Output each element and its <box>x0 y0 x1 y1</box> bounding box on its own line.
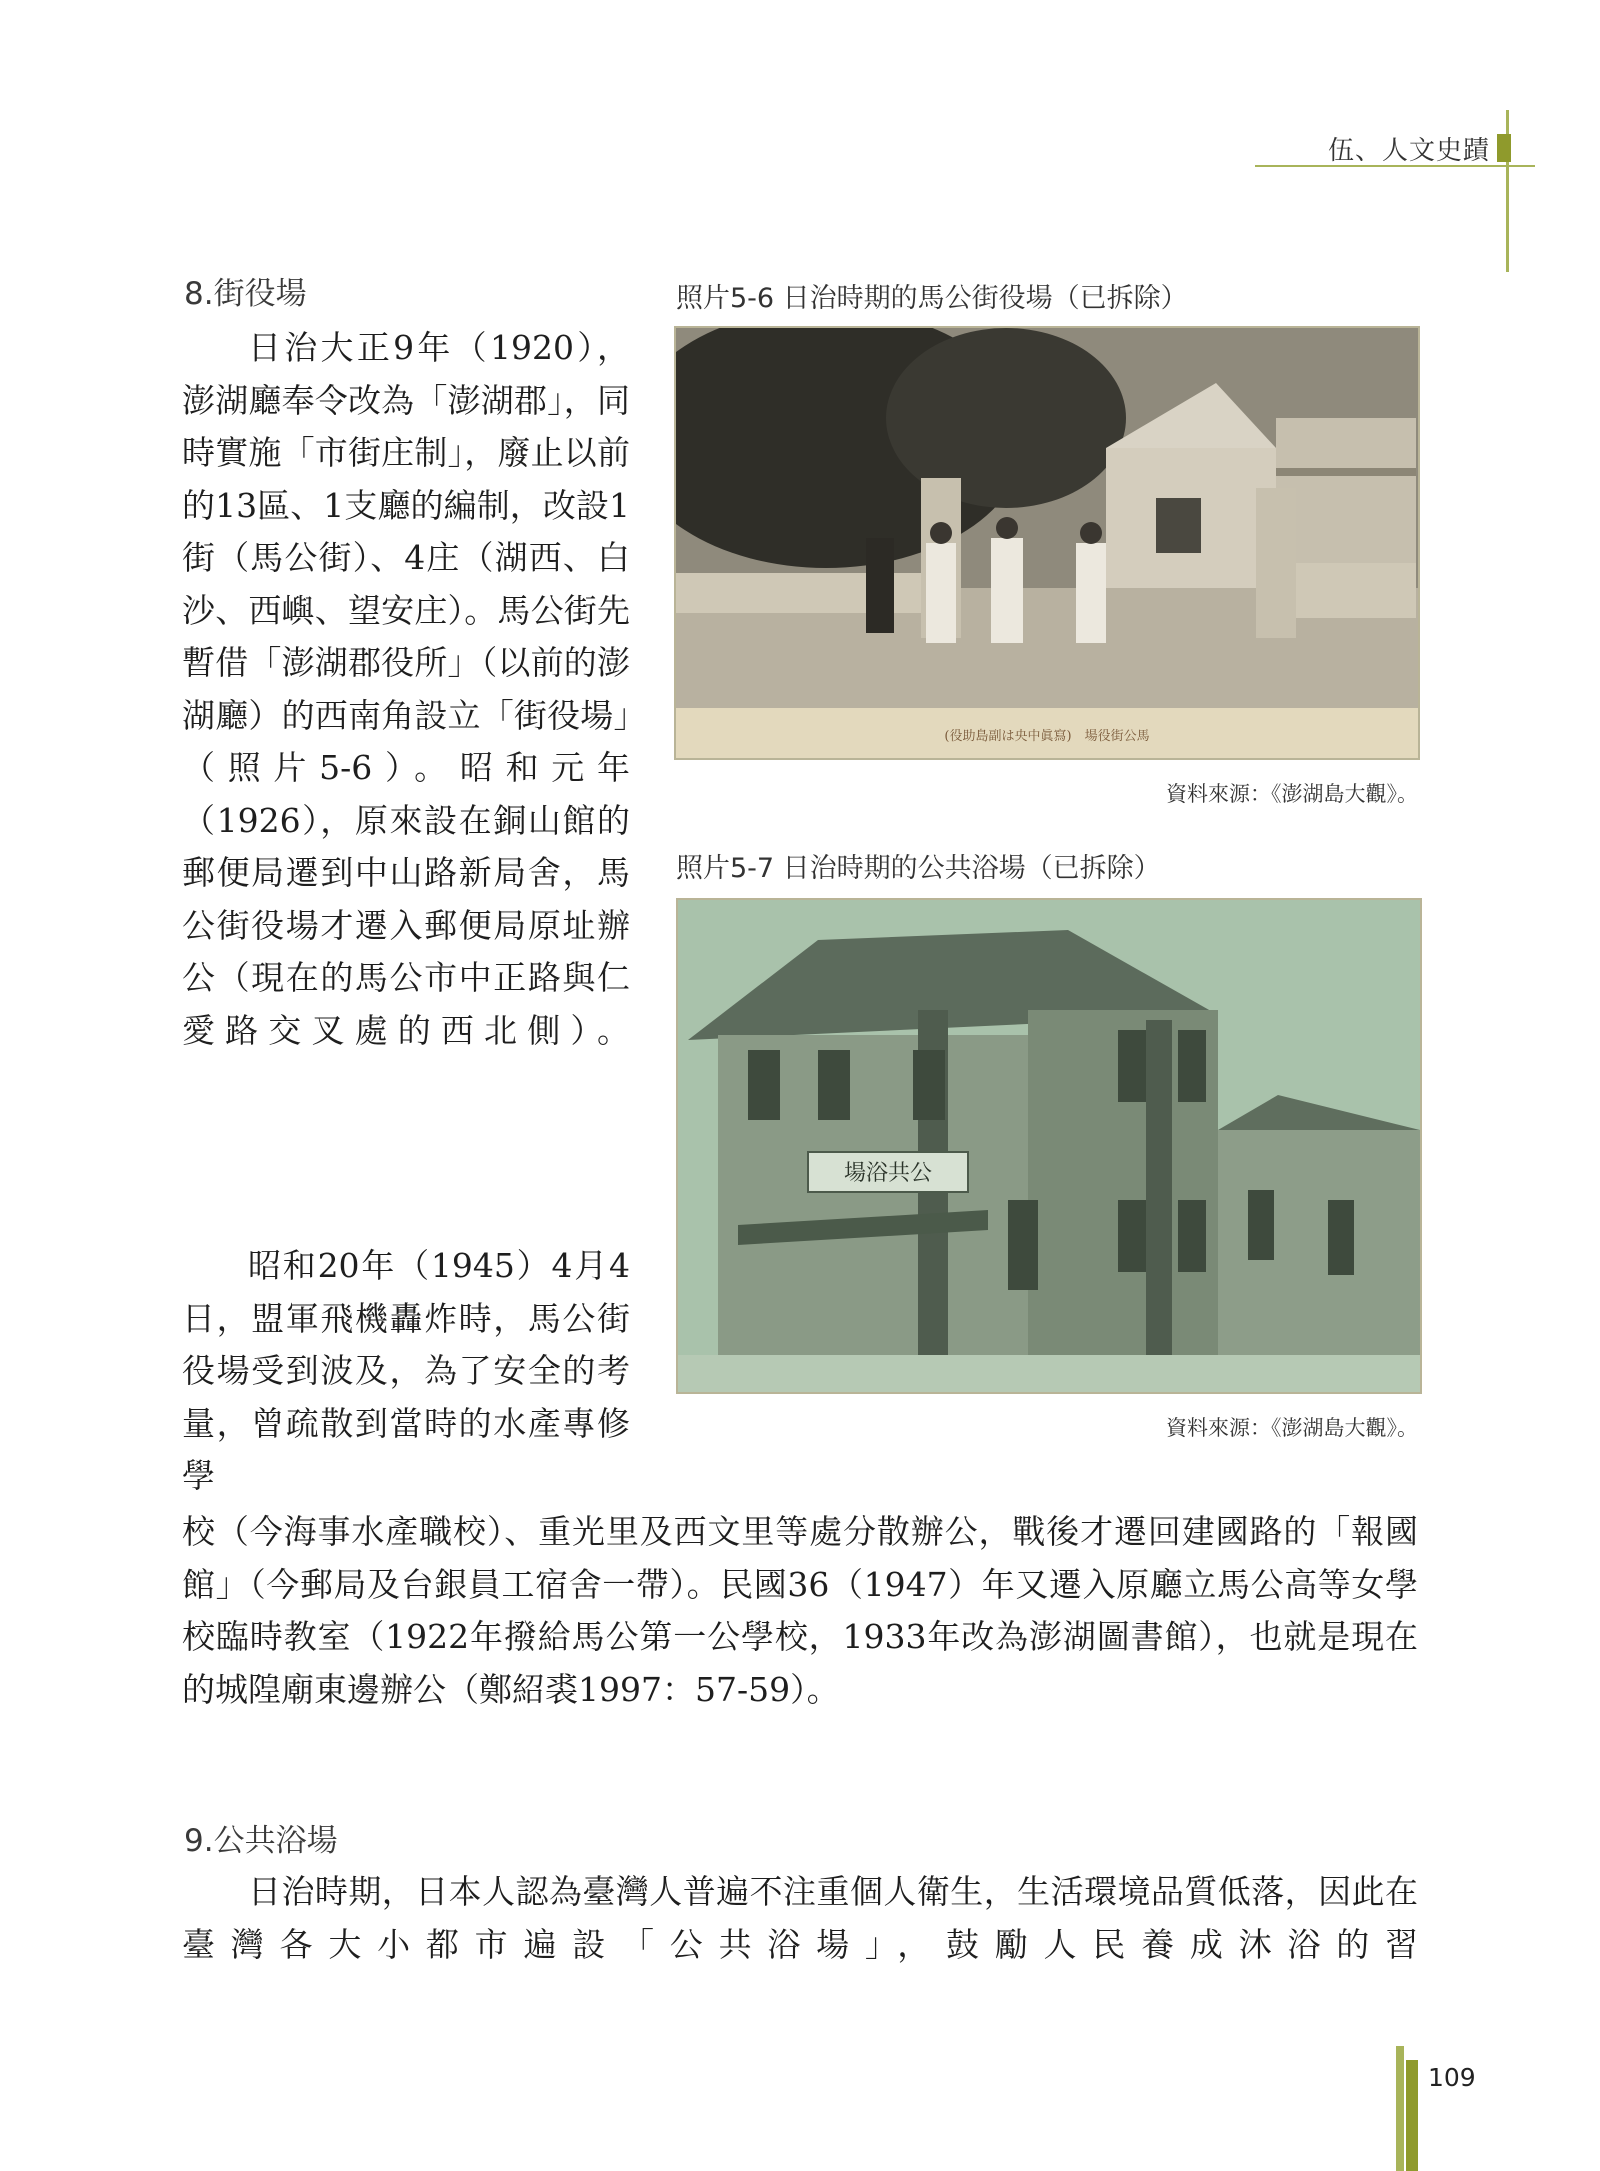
photo-5-6-strip-text: (役助島副は央中眞寫) 場役街公馬 <box>944 729 1150 744</box>
section-8-paragraph-2-start: 昭和20年（1945）4月4日，盟軍飛機轟炸時，馬公街役場受到波及，為了安全的考量，曾疏散到當時的水產專修學 <box>182 1246 630 1495</box>
photo-5-6-source: 資料來源：《澎湖島大觀》。 <box>1166 782 1418 806</box>
page-number-marker <box>1406 2060 1418 2171</box>
section-8-heading: 8.街役場 <box>184 276 307 312</box>
chapter-title: 伍、人文史蹟 <box>1327 136 1490 166</box>
section-8-paragraph-1: 日治大正9年（1920），澎湖廳奉令改為「澎湖郡」，同時實施「市街庄制」，廢止以前的13區、1支廳的編制，改設1街（馬公街）、4庄（湖西、白沙、西嶼、望安庄）。馬公街先暫借「澎湖郡役所」（以前的澎湖廳）的西南角設立「街役場」（照片5-6）。昭和元年（1926），原來設在銅山館的郵便局遷到中山路新局舍，馬公街役場才遷入郵便局原址辦公（現在的馬公市中正路與仁愛路交叉處的西北側）。 <box>182 328 630 1050</box>
photo-5-6-image <box>674 326 1420 760</box>
section-9-heading: 9.公共浴場 <box>184 1823 338 1859</box>
page-number: 109 <box>1428 2063 1476 2092</box>
photo-5-6-caption: 照片5-6 日治時期的馬公街役場（已拆除） <box>676 283 1188 314</box>
section-8-paragraph-2-end: 校（今海事水產職校）、重光里及西文里等處分散辦公，戰後才遷回建國路的「報國館」（今郵局及台銀員工宿舍一帶）。民國36（1947）年又遷入原廳立馬公高等女學校臨時教室（1922年撥給馬公第一公學校，1933年改為澎湖圖書館），也就是現在的城隍廟東邊辦公（鄭紹裘1997：57-59）。 <box>182 1512 1418 1709</box>
page-number-rule <box>1396 2046 1404 2171</box>
photo-5-7-caption: 照片5-7 日治時期的公共浴場（已拆除） <box>676 853 1161 884</box>
photo-5-7-image <box>676 898 1422 1394</box>
section-9-paragraph-1: 日治時期，日本人認為臺灣人普遍不注重個人衛生，生活環境品質低落，因此在臺灣各大小都市遍設「公共浴場」，鼓勵人民養成沐浴的習 <box>182 1872 1418 1964</box>
section-9-text <box>182 1866 1418 1971</box>
section-8-column-2 <box>182 1240 630 1503</box>
section-8-column <box>182 322 630 1057</box>
bathhouse-photo <box>678 900 1420 1392</box>
photo-5-7-source: 資料來源：《澎湖島大觀》。 <box>1166 1416 1418 1440</box>
town-office-photo <box>676 328 1418 758</box>
photo-5-7-sign-text: 場浴共公 <box>843 1161 933 1186</box>
section-8-full-text <box>182 1506 1418 1716</box>
header-marker <box>1497 134 1511 162</box>
